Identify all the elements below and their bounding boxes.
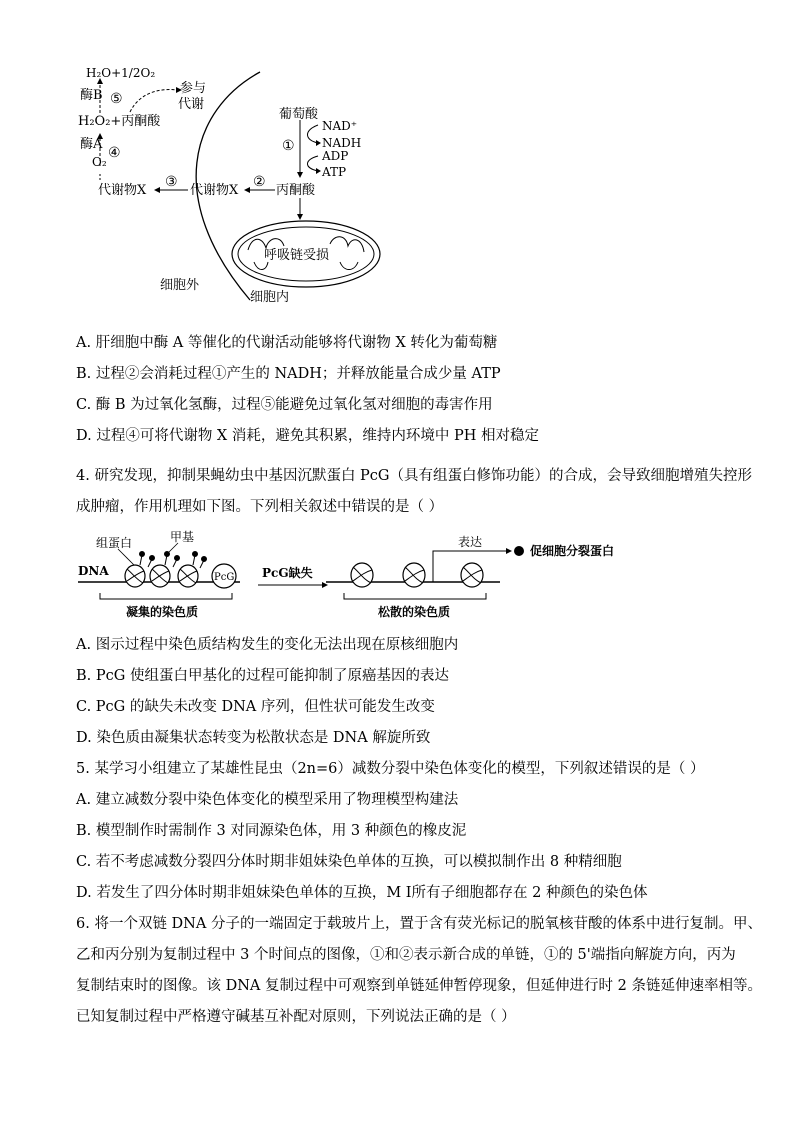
q3-option-c: C. 酶 B 为过氧化氢酶，过程⑤能避免过氧化氢对细胞的毒害作用: [76, 397, 493, 413]
nadh-label: NADH: [322, 136, 362, 150]
q6-line1: 6. 将一个双链 DNA 分子的一端固定于载玻片上，置于含有荧光标记的脱氧核苷酸的体系中进行复制。甲、: [76, 916, 762, 932]
nucleosome-5: [403, 563, 425, 587]
q5-option-a: A. 建立减数分裂中染色体变化的模型采用了物理模型构建法: [76, 792, 459, 808]
histone-pointer: [118, 549, 134, 565]
condensed-bracket: [100, 593, 232, 599]
adp-label: ADP: [322, 149, 349, 163]
q4-option-c: C. PcG 的缺失未改变 DNA 序列，但性状可能发生改变: [76, 699, 435, 715]
h2o2-pyruvate-label: H₂O₂+丙酮酸: [78, 114, 161, 129]
dna-label: DNA: [78, 564, 109, 578]
step1-label: ①: [282, 138, 295, 154]
q6-line4: 已知复制过程中严格遵守碱基互补配对原则，下列说法正确的是（ ）: [76, 1009, 516, 1025]
pyruvate-label: 丙酮酸: [276, 183, 316, 198]
promote-protein-dot: [514, 546, 524, 556]
atp-label: ATP: [322, 165, 347, 179]
metabolite-x-outside: 代谢物X: [98, 183, 147, 198]
inside-cell-label: 细胞内: [250, 290, 290, 305]
q6-line3: 复制结束时的图像。该 DNA 复制过程中可观察到单链延伸暂停现象，但延伸进行时 2 条链延伸速率相等。: [76, 978, 762, 994]
q5-option-b: B. 模型制作时需制作 3 对同源染色体，用 3 种颜色的橡皮泥: [76, 823, 467, 839]
nucleosome-6: [461, 563, 483, 587]
step5-label: ⑤: [110, 91, 123, 107]
pcg-missing-label: PcG缺失: [262, 566, 313, 580]
loose-label: 松散的染色质: [378, 605, 451, 619]
q4-stem-line1: 4. 研究发现，抑制果蝇幼虫中基因沉默蛋白 PcG（具有组蛋白修饰功能）的合成，会导致细胞增殖失控形: [76, 468, 753, 484]
methyl-pointer: [167, 543, 178, 554]
pcg-label: PcG: [214, 572, 235, 583]
glucose-label: 葡萄酸: [279, 107, 319, 122]
q5-option-c: C. 若不考虑减数分裂四分体时期非姐妹染色单体的互换，可以模拟制作出 8 种精细胞: [76, 854, 622, 870]
metabolism-label: 代谢: [178, 97, 205, 112]
participate-label: 参与: [180, 81, 207, 96]
q4-option-a: A. 图示过程中染色质结构发生的变化无法出现在原核细胞内: [76, 637, 459, 653]
histone-label: 组蛋白: [96, 536, 133, 550]
q5-option-d: D. 若发生了四分体时期非姐妹染色单体的互换，M Ⅰ所有子细胞都存在 2 种颜色的染色体: [76, 885, 648, 901]
nucleosome-1: [125, 565, 145, 587]
q3-option-b: B. 过程②会消耗过程①产生的 NADH；并释放能量合成少量 ATP: [76, 366, 501, 382]
nucleosome-2: [150, 565, 170, 587]
nad-label: NAD⁺: [322, 119, 358, 133]
nucleosome-4: [351, 563, 373, 587]
q3-option-d: D. 过程④可将代谢物 X 消耗，避免其积累，维持内环境中 PH 相对稳定: [76, 428, 539, 444]
loose-bracket: [344, 593, 486, 599]
metabolism-diagram: [0, 0, 794, 320]
chromatin-diagram: [0, 525, 794, 625]
o2-label: O₂: [92, 155, 107, 169]
q6-line2: 乙和丙分别为复制过程中 3 个时间点的图像，①和②表示新合成的单链，①的 5'端指向解旋方向，丙为: [76, 947, 736, 963]
nucleosome-3: [178, 565, 198, 587]
methyl-groups: [140, 552, 207, 569]
q4-stem-line2: 成肿瘤，作用机理如下图。下列相关叙述中错误的是（ ）: [76, 499, 444, 515]
enzyme-b-label: 酶B: [80, 88, 103, 103]
q4-option-b: B. PcG 使组蛋白甲基化的过程可能抑制了原癌基因的表达: [76, 668, 449, 684]
q4-option-d: D. 染色质由凝集状态转变为松散状态是 DNA 解旋所致: [76, 730, 431, 746]
mito-label: 呼吸链受损: [264, 248, 330, 263]
methyl-label: 甲基: [170, 530, 195, 544]
metabolite-x-inside: 代谢物X: [190, 183, 239, 198]
step3-label: ③: [165, 174, 178, 190]
h2o-o2-label: H₂O+1/2O₂: [86, 66, 156, 80]
condensed-label: 凝集的染色质: [126, 605, 199, 619]
step4-label: ④: [108, 145, 121, 161]
arrow-participate: [130, 90, 178, 112]
q3-option-a: A. 肝细胞中酶 A 等催化的代谢活动能够将代谢物 X 转化为葡萄糖: [76, 335, 498, 351]
promote-protein-label: 促细胞分裂蛋白: [530, 544, 615, 558]
q5-stem: 5. 某学习小组建立了某雄性昆虫（2n=6）减数分裂中染色体变化的模型，下列叙述错误的是（ ）: [76, 761, 705, 777]
outside-cell-label: 细胞外: [160, 278, 200, 293]
enzyme-a-label: 酶A: [80, 137, 103, 152]
step2-label: ②: [253, 174, 266, 190]
expression-label: 表达: [458, 535, 483, 549]
